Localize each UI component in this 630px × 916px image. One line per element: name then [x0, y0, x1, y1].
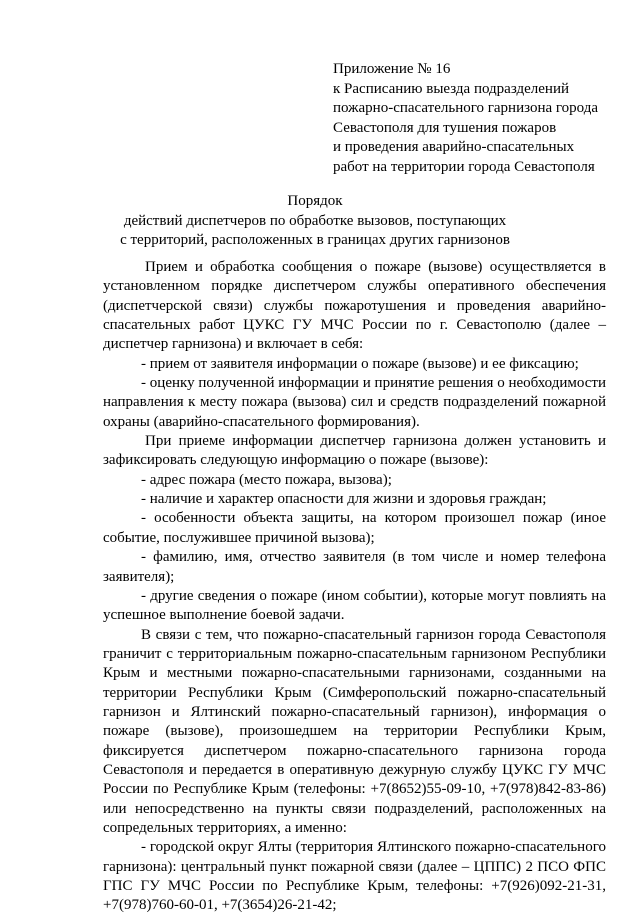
- paragraph: В связи с тем, что пожарно-спасательный гарнизон города Севастополя граничит с территориальным пожарно-спасательным гарнизоном Республики Крым и местными пожарно-спасательными гарнизонами, созданными на территории Республики Крым (Симферопольский пожарно-спасательный гарнизон и Ялтинский пожарно-спасательный гарнизон), информация о пожаре (вызове), произошедшем на территории Республики Крым, фиксируется диспетчером пожарно-спасательного гарнизона города Севастополя и передается в оперативную дежурную службу ЦУКС ГУ МЧС России по Республике Крым (телефоны: +7(8652)55-09-10, +7(978)842-83-86) или непосредственно на пункты связи подразделений, расположенных на сопредельных территориях, а именно:: [103, 626, 606, 836]
- appendix-line: пожарно-спасательного гарнизона города: [333, 100, 599, 117]
- appendix-line: и проведения аварийно-спасательных: [333, 139, 575, 156]
- list-item: - городской округ Ялты (территория Ялтинского пожарно-спасательного гарнизона): центральный пункт пожарной связи (далее – ЦППС) 2 ПСО ФПС ГПС ГУ МЧС России по Республике Крым, телефоны: +7(926)092-21-31, +7(978)760-60-01, +7(3654)26-21-42;: [103, 839, 606, 914]
- list-item: - оценку полученной информации и принятие решения о необходимости направления к месту пожара (вызова) сил и средств подразделений пожарной охраны (аварийно-спасательного формирования).: [103, 375, 606, 430]
- list-item: - прием от заявителя информации о пожаре (вызове) и ее фиксацию;: [141, 355, 579, 372]
- list-item: - наличие и характер опасности для жизни и здоровья граждан;: [141, 491, 547, 508]
- document-title: [0, 192, 630, 251]
- appendix-number: Приложение № 16: [333, 61, 451, 77]
- list-item: - особенности объекта защиты, на котором произошел пожар (иное событие, послужившее причиной вызова);: [103, 510, 606, 546]
- appendix-line: работ на территории города Севастополя: [333, 158, 595, 175]
- paragraph: При приеме информации диспетчер гарнизона должен установить и зафиксировать следующую информацию о пожаре (вызове):: [103, 433, 606, 469]
- list-item: - другие сведения о пожаре (ином событии), которые могут повлиять на успешное выполнение боевой задачи.: [103, 587, 606, 624]
- document-body: [103, 258, 606, 916]
- list-item: - фамилию, имя, отчество заявителя (в том числе и номер телефона заявителя);: [103, 549, 606, 585]
- title-line: с территорий, расположенных в границах других гарнизонов: [120, 232, 510, 249]
- list-item: - адрес пожара (место пожара, вызова);: [141, 471, 392, 488]
- title-heading: Порядок: [287, 193, 343, 209]
- appendix-line: Севастополя для тушения пожаров: [333, 119, 557, 136]
- appendix-line: к Расписанию выезда подразделений: [333, 80, 570, 97]
- paragraph: Прием и обработка сообщения о пожаре (вызове) осуществляется в установленном порядке диспетчером службы оперативного обеспечения (диспетчерской связи) службы пожаротушения и проведения аварийно-спасательных работ ЦУКС ГУ МЧС России по г. Севастополю (далее – диспетчер гарнизона) и включает в себя:: [103, 259, 606, 353]
- title-line: действий диспетчеров по обработке вызовов, поступающих: [123, 212, 507, 229]
- appendix-header: [333, 60, 613, 178]
